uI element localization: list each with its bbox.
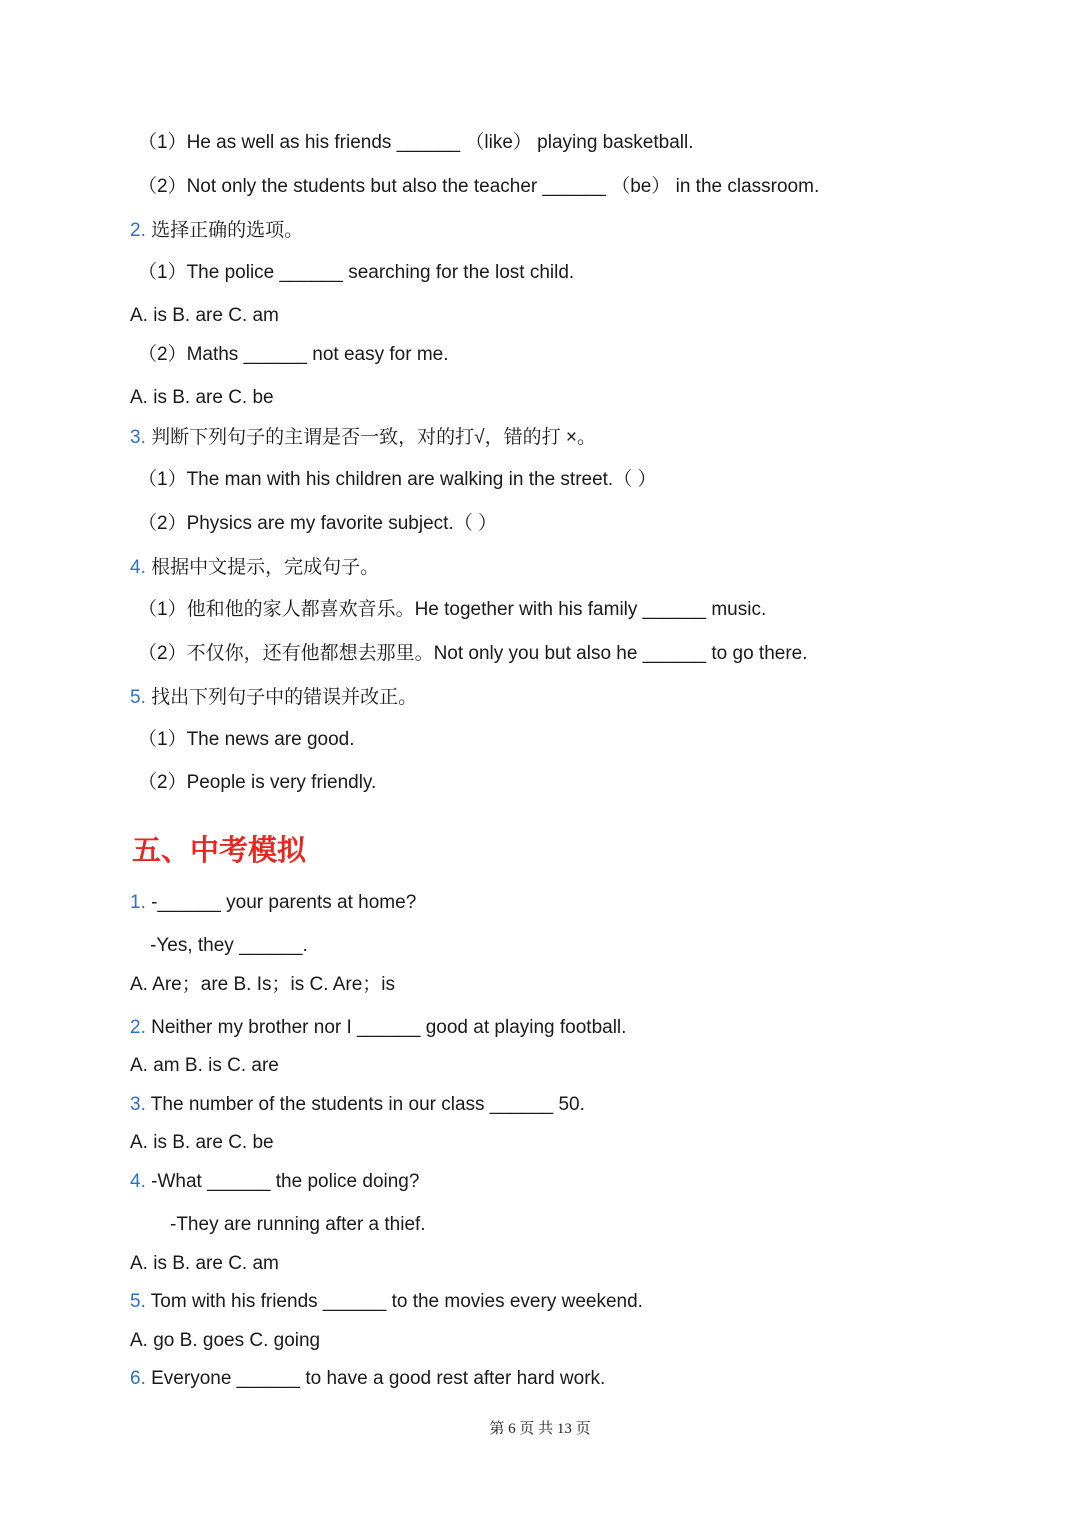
line-text: The number of the students in our class ______ 50. — [145, 1094, 585, 1115]
line-text: 找出下列句子中的错误并改正。 — [145, 687, 418, 708]
line-text: （2）Not only the students but also the teacher ______ （be） in the classroom. — [138, 176, 820, 197]
line-text: 判断下列句子的主谓是否一致，对的打√，错的打 ×。 — [145, 427, 596, 448]
text-line — [138, 600, 766, 619]
text-line — [130, 1369, 605, 1388]
line-text: （1）The news are good. — [138, 729, 355, 750]
text-line — [130, 975, 395, 994]
line-text: 根据中文提示，完成句子。 — [145, 557, 380, 578]
line-text: （2）不仅你，还有他都想去那里。Not only you but also he ______ to go there. — [138, 643, 808, 664]
line-text: 选择正确的选项。 — [145, 220, 304, 241]
text-line — [130, 1331, 320, 1350]
text-line — [138, 773, 376, 792]
text-line — [130, 306, 279, 325]
question-number: 5. — [130, 687, 146, 708]
text-line — [138, 470, 657, 489]
text-line — [130, 1292, 643, 1311]
text-line — [130, 893, 416, 912]
line-text: （2）Physics are my favorite subject.（ ） — [138, 513, 497, 534]
line-text: （1）The man with his children are walking in the street.（ ） — [138, 469, 657, 490]
line-text: Everyone ______ to have a good rest after hard work. — [145, 1368, 606, 1389]
text-line — [130, 1133, 274, 1152]
line-text: （1）The police ______ searching for the lost child. — [138, 262, 575, 283]
section-header: 五、中考模拟 — [132, 833, 307, 867]
line-text: Neither my brother nor I ______ good at playing football. — [145, 1017, 627, 1038]
line-text: （2）People is very friendly. — [138, 772, 377, 793]
text-line — [130, 558, 379, 577]
page-footer: 第 6 页 共 13 页 — [489, 1421, 591, 1437]
line-text: A. go B. goes C. going — [130, 1330, 321, 1351]
text-line — [130, 688, 417, 707]
text-line — [150, 936, 308, 955]
text-line — [130, 1254, 279, 1273]
text-line — [130, 1172, 419, 1191]
line-text: A. is B. are C. be — [130, 387, 274, 408]
line-text: Tom with his friends ______ to the movies every weekend. — [145, 1291, 643, 1312]
question-number: 2. — [130, 220, 146, 241]
question-number: 3. — [130, 1094, 146, 1115]
text-line — [138, 177, 819, 196]
question-number: 5. — [130, 1291, 146, 1312]
text-line — [138, 133, 694, 152]
text-line — [130, 388, 274, 407]
text-line — [170, 1215, 426, 1234]
text-line — [130, 221, 303, 240]
line-text: A. am B. is C. are — [130, 1055, 279, 1076]
question-number: 1. — [130, 892, 146, 913]
text-line — [138, 345, 449, 364]
line-text: A. Are；are B. Is；is C. Are；is — [130, 974, 396, 995]
text-line — [130, 428, 596, 447]
line-text: -They are running after a thief. — [170, 1214, 426, 1235]
line-text: （2）Maths ______ not easy for me. — [138, 344, 449, 365]
line-text: A. is B. are C. be — [130, 1132, 274, 1153]
line-text: A. is B. are C. am — [130, 1253, 279, 1274]
text-line — [138, 730, 355, 749]
question-number: 6. — [130, 1368, 146, 1389]
line-text: -What ______ the police doing? — [145, 1171, 420, 1192]
question-number: 4. — [130, 1171, 146, 1192]
text-line — [138, 263, 574, 282]
text-line — [138, 644, 808, 663]
text-line — [130, 1095, 585, 1114]
text-line — [138, 514, 497, 533]
line-text: A. is B. are C. am — [130, 305, 279, 326]
line-text: -Yes, they ______. — [150, 935, 308, 956]
line-text: （1）He as well as his friends ______ （like） playing basketball. — [138, 132, 694, 153]
question-number: 4. — [130, 557, 146, 578]
question-number: 3. — [130, 427, 146, 448]
text-line — [130, 1018, 626, 1037]
line-text: （1）他和他的家人都喜欢音乐。He together with his family ______ music. — [138, 599, 767, 620]
line-text: -______ your parents at home? — [145, 892, 417, 913]
text-line — [130, 1056, 279, 1075]
question-number: 2. — [130, 1017, 146, 1038]
